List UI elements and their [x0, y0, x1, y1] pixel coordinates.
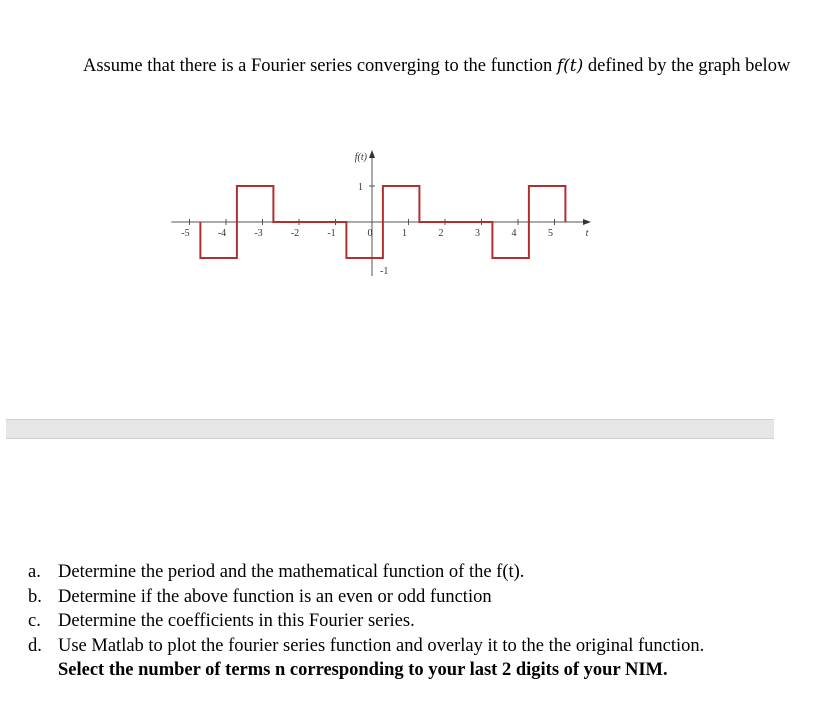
x-tick-label: -5 — [181, 228, 190, 239]
section-divider — [6, 419, 774, 439]
task-item-a — [28, 560, 818, 585]
task-marker: a. — [28, 562, 41, 582]
x-tick-label: 3 — [475, 228, 480, 239]
task-marker: d. — [28, 635, 42, 656]
task-marker: c. — [28, 611, 41, 631]
y-axis-arrow — [369, 150, 375, 158]
x-tick-label: 4 — [511, 228, 517, 239]
x-tick-label: -3 — [254, 228, 263, 239]
x-tick-label: 1 — [402, 228, 407, 239]
y-axis-title: f(t) — [354, 152, 367, 163]
intro-paragraph — [28, 53, 798, 80]
x-tick-label: 0 — [367, 228, 373, 239]
x-tick-label: -1 — [327, 228, 336, 239]
y-tick-label: -1 — [380, 266, 389, 277]
task-text: Determine the coefficients in this Fourier series. — [58, 611, 415, 631]
task-text: Determine if the above function is an even or odd function — [58, 586, 492, 607]
task-marker: b. — [28, 586, 42, 607]
task-text: Use Matlab to plot the fourier series function and overlay it to the the original function. — [58, 635, 705, 656]
task-bold-text: Select the number of terms n corresponding to your last 2 digits of your NIM. — [58, 660, 668, 680]
task-item-b — [28, 585, 818, 610]
x-axis-arrow — [583, 219, 591, 225]
task-item-d — [28, 634, 818, 683]
x-tick-label: 2 — [438, 228, 444, 239]
x-tick-label: -2 — [290, 228, 300, 239]
task-list — [28, 560, 818, 683]
function-symbol: f(t) — [556, 55, 584, 76]
intro-text-before: Assume that there is a Fourier series converging to the function — [83, 55, 557, 76]
task-text: Determine the period and the mathematical function of the f(t). — [58, 562, 525, 582]
x-tick-label: -4 — [217, 228, 227, 239]
intro-text-after: defined by the graph below — [583, 55, 791, 76]
y-tick-label: 1 — [358, 182, 363, 193]
function-graph — [170, 148, 610, 283]
x-axis-title: t — [585, 228, 589, 239]
task-item-c — [28, 609, 818, 634]
x-tick-label: 5 — [548, 228, 553, 239]
